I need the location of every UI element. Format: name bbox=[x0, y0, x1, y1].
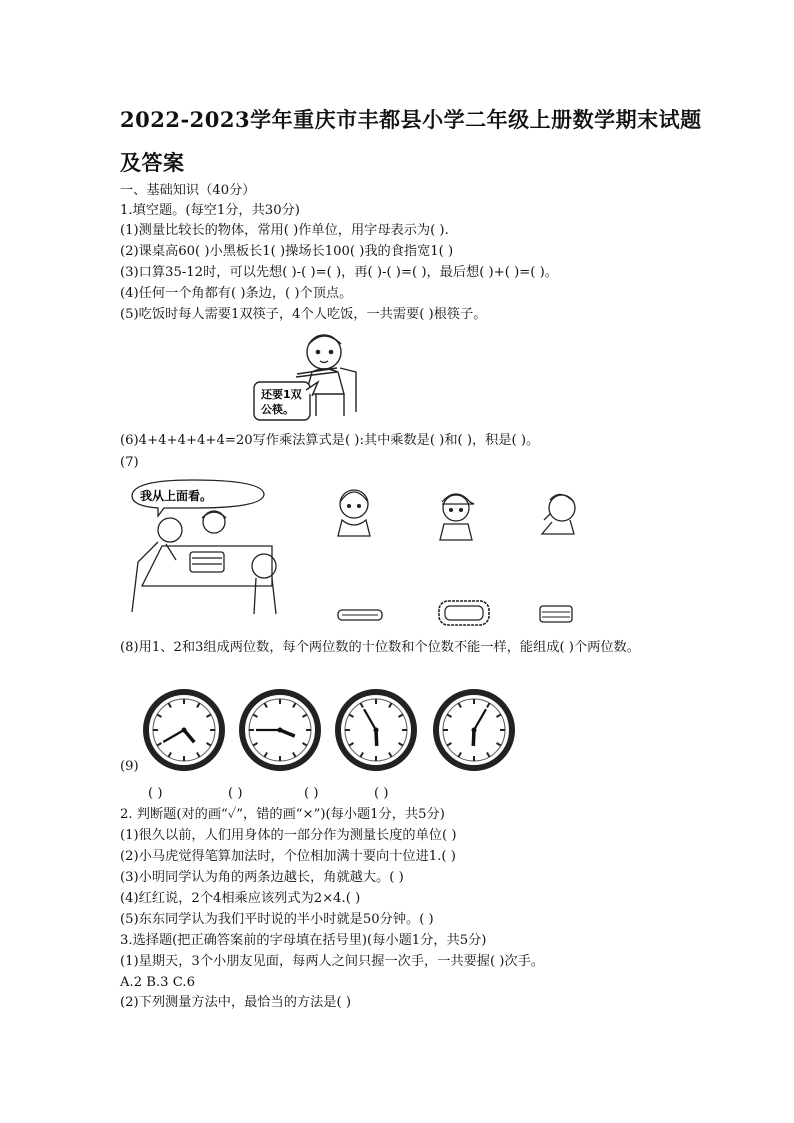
bubble-text-2: 公筷。 bbox=[261, 403, 294, 416]
q3-item-2: (2)下列测量方法中，最恰当的方法是( ) bbox=[120, 995, 351, 1010]
bubble-text-1: 还要1双 bbox=[261, 388, 302, 401]
clock-blank-1: ( ) bbox=[148, 786, 163, 801]
q1-item-5: (5)吃饭时每人需要1双筷子，4个人吃饭，一共需要( )根筷子。 bbox=[120, 307, 487, 322]
clock-2 bbox=[242, 692, 318, 768]
section-heading: 一、基础知识（40分） bbox=[120, 183, 256, 198]
observe-from-above-scene bbox=[122, 478, 292, 628]
clock-blank-2: ( ) bbox=[228, 786, 243, 801]
speech-bubble bbox=[254, 382, 318, 420]
clock-blank-4: ( ) bbox=[374, 786, 389, 801]
q1-heading: 1.填空题。(每空1分，共30分) bbox=[120, 203, 300, 218]
doc-title-line1: 2022-2023学年重庆市丰都县小学二年级上册数学期末试题 bbox=[120, 107, 702, 132]
clock-4 bbox=[436, 692, 512, 768]
view-front-icon bbox=[538, 602, 574, 626]
front-face-icon bbox=[334, 484, 374, 540]
q2-item-3: (3)小明同学认为角的两条边越长，角就越大。( ) bbox=[120, 870, 404, 885]
q1-item-1: (1)测量比较长的物体，常用( )作单位，用字母表示为( ). bbox=[120, 223, 449, 238]
clock-blank-3: ( ) bbox=[304, 786, 319, 801]
q1-item-6: (6)4+4+4+4+4=20写作乘法算式是( ):其中乘数是( )和( )，积是( )。 bbox=[120, 433, 540, 448]
q1-item-8: (8)用1、2和3组成两位数，每个两位数的十位数和个位数不能一样，能组成( )个两位数。 bbox=[120, 640, 640, 655]
q2-heading: 2. 判断题(对的画“✓”，错的画“×”)(每小题1分，共5分) bbox=[120, 807, 445, 822]
clock-1 bbox=[146, 692, 222, 768]
girl-eating-illustration bbox=[252, 330, 372, 425]
q2-item-5: (5)东东同学认为我们平时说的半小时就是50分钟。( ) bbox=[120, 912, 434, 927]
q1-item-9-label: (9) bbox=[120, 759, 139, 774]
q3-heading: 3.选择题(把正确答案前的字母填在括号里)(每小题1分，共5分) bbox=[120, 933, 487, 948]
q2-item-4: (4)红红说，2个4相乘应该列式为2×4.( ) bbox=[120, 891, 361, 906]
clocks-row bbox=[140, 688, 540, 778]
q1-item-2: (2)课桌高60( )小黑板长1( )操场长100( )我的食指宽1( ) bbox=[120, 244, 454, 259]
side-face-icon bbox=[538, 488, 582, 544]
q1-item-3: (3)口算35-12时，可以先想( )-( )=( )，再( )-( )=( )，最后想( )+( )=( )。 bbox=[120, 265, 558, 280]
cap-boy-face-icon bbox=[436, 486, 476, 542]
q3-item-1: (1)星期天，3个小朋友见面，每两人之间只握一次手，一共要握( )次手。 bbox=[120, 954, 544, 969]
q2-item-1: (1)很久以前，人们用身体的一部分作为测量长度的单位( ) bbox=[120, 828, 457, 843]
q3-item-1-options: A.2 B.3 C.6 bbox=[120, 975, 195, 990]
q1-item-7-label: (7) bbox=[120, 455, 139, 470]
doc-title-line2: 及答案 bbox=[120, 150, 185, 175]
view-side-long-icon bbox=[336, 604, 386, 624]
q1-item-4: (4)任何一个角都有( )条边，( )个顶点。 bbox=[120, 286, 353, 301]
q2-item-2: (2)小马虎觉得笔算加法时，个位相加满十要向十位进1.( ) bbox=[120, 849, 456, 864]
view-top-icon bbox=[436, 598, 492, 628]
scene-speech-text: 我从上面看。 bbox=[140, 489, 213, 503]
clock-3 bbox=[338, 692, 414, 768]
